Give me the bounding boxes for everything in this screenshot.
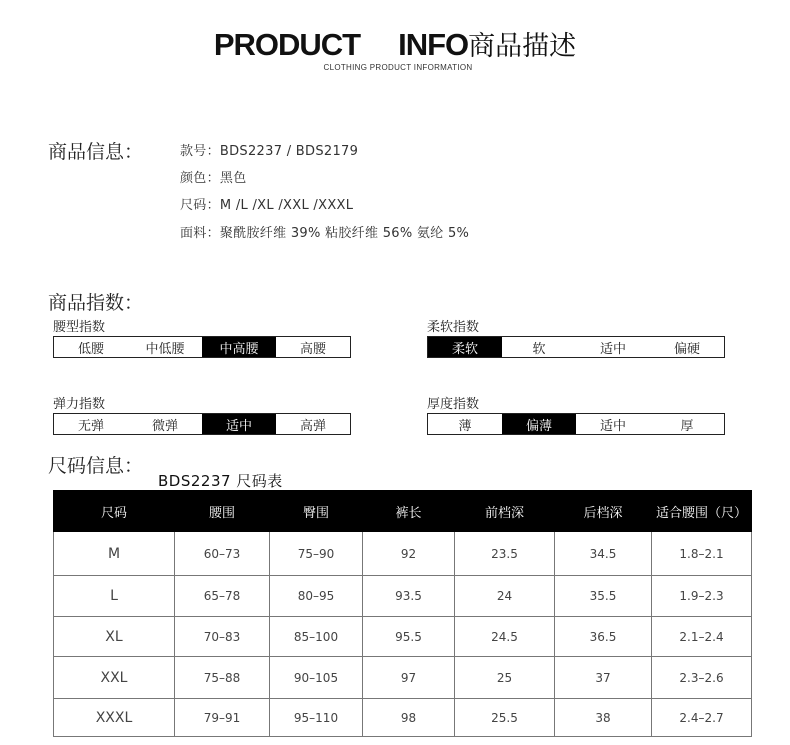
- title-info: INFO: [398, 27, 469, 62]
- page-title: [0, 24, 790, 63]
- table-cell: 95–110: [270, 699, 363, 737]
- table-cell: 70–83: [175, 617, 270, 657]
- size-info-heading: 尺码信息：: [48, 455, 144, 477]
- table-cell: 37: [555, 657, 652, 699]
- table-cell: 97: [363, 657, 455, 699]
- table-cell: 80–95: [270, 576, 363, 617]
- table-cell: 2.3–2.6: [652, 657, 752, 699]
- waist-index-label: 腰型指数: [53, 320, 106, 335]
- softness-option: 柔软: [428, 337, 502, 357]
- table-cell: 1.8–2.1: [652, 532, 752, 576]
- page-subtitle: CLOTHING PRODUCT INFORMATION: [323, 63, 473, 72]
- thickness-option: 厚: [680, 418, 694, 434]
- table-cell: 2.4–2.7: [652, 699, 752, 737]
- table-cell: 79–91: [175, 699, 270, 737]
- stretch-index-label: 弹力指数: [53, 397, 106, 412]
- table-cell: XXL: [54, 657, 175, 699]
- waist-option: 中低腰: [145, 341, 185, 357]
- table-cell: 2.1–2.4: [652, 617, 752, 657]
- column-header: 裤长: [363, 491, 455, 532]
- stretch-option: 无弹: [77, 418, 104, 434]
- table-row: [54, 657, 752, 699]
- table-row: [54, 532, 752, 576]
- title-cn: 商品描述: [468, 31, 577, 62]
- table-cell: 25: [455, 657, 555, 699]
- table-cell: 60–73: [175, 532, 270, 576]
- softness-index-label: 柔软指数: [427, 320, 480, 335]
- column-header: 适合腰围（尺）: [652, 491, 752, 532]
- table-cell: 36.5: [555, 617, 652, 657]
- table-cell: 90–105: [270, 657, 363, 699]
- table-cell: 93.5: [363, 576, 455, 617]
- table-cell: 98: [363, 699, 455, 737]
- column-header: 后档深: [555, 491, 652, 532]
- stretch-option: 微弹: [151, 418, 178, 434]
- table-cell: XL: [54, 617, 175, 657]
- table-cell: 35.5: [555, 576, 652, 617]
- table-cell: 24.5: [455, 617, 555, 657]
- waist-option: 中高腰: [202, 337, 276, 357]
- column-header: 前档深: [455, 491, 555, 532]
- product-info-heading: 商品信息：: [48, 141, 144, 163]
- table-cell: 95.5: [363, 617, 455, 657]
- table-cell: 65–78: [175, 576, 270, 617]
- column-header: 臀围: [270, 491, 363, 532]
- table-cell: 92: [363, 532, 455, 576]
- softness-option: 适中: [599, 341, 626, 357]
- stretch-option: 高弹: [299, 418, 326, 434]
- table-row: [54, 617, 752, 657]
- style-number: 款号：BDS2237 / BDS2179: [180, 144, 359, 159]
- table-cell: 34.5: [555, 532, 652, 576]
- column-header: 尺码: [54, 491, 175, 532]
- sizes-info: 尺码：M /L /XL /XXL /XXXL: [180, 198, 354, 213]
- column-header: 腰围: [175, 491, 270, 532]
- thickness-option: 薄: [458, 418, 472, 434]
- table-header-row: [54, 491, 752, 532]
- table-cell: 24: [455, 576, 555, 617]
- size-table: [53, 490, 752, 737]
- thickness-option: 适中: [599, 418, 626, 434]
- table-cell: 23.5: [455, 532, 555, 576]
- softness-option: 偏硬: [673, 341, 700, 357]
- table-cell: 38: [555, 699, 652, 737]
- table-row: [54, 699, 752, 737]
- waist-option: 低腰: [77, 341, 104, 357]
- fabric-info: 面料：聚酰胺纤维 39% 粘胶纤维 56% 氨纶 5%: [180, 226, 470, 241]
- table-cell: 85–100: [270, 617, 363, 657]
- softness-index-scale: [427, 336, 725, 358]
- table-cell: M: [54, 532, 175, 576]
- table-cell: L: [54, 576, 175, 617]
- table-cell: 75–88: [175, 657, 270, 699]
- softness-option: 软: [532, 341, 546, 357]
- table-cell: XXXL: [54, 699, 175, 737]
- table-cell: 75–90: [270, 532, 363, 576]
- title-product: PRODUCT: [213, 27, 361, 62]
- thickness-index-label: 厚度指数: [427, 397, 480, 412]
- stretch-index-scale: [53, 413, 351, 435]
- waist-index-scale: [53, 336, 351, 358]
- waist-option: 高腰: [299, 341, 326, 357]
- color-info: 颜色：黑色: [180, 171, 247, 186]
- table-cell: 25.5: [455, 699, 555, 737]
- indices-heading: 商品指数：: [48, 292, 144, 314]
- table-cell: 1.9–2.3: [652, 576, 752, 617]
- size-table-title: BDS2237 尺码表: [158, 472, 283, 490]
- stretch-option: 适中: [202, 414, 276, 434]
- table-row: [54, 576, 752, 617]
- thickness-option: 偏薄: [502, 414, 576, 434]
- thickness-index-scale: [427, 413, 725, 435]
